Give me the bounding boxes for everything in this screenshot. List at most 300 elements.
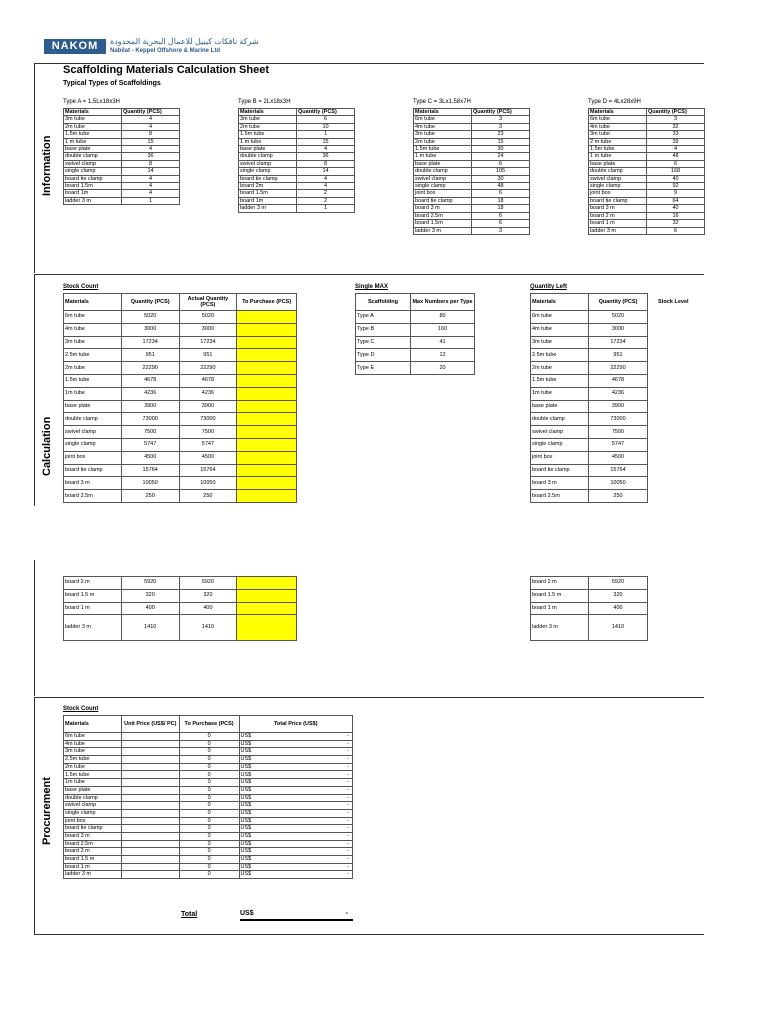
table-row xyxy=(531,336,648,349)
actual-quantity-cell: 5020 xyxy=(179,311,237,324)
table-row xyxy=(589,168,705,175)
material-cell: swivel clamp xyxy=(414,175,472,182)
to-purchase-input[interactable] xyxy=(237,336,297,349)
max-number-cell: 80 xyxy=(411,311,475,324)
material-cell: board 1.5 m xyxy=(64,589,122,602)
quantity-cell: 6 xyxy=(647,160,705,167)
scaffold-type-cell: Type A xyxy=(356,311,411,324)
table-row xyxy=(64,794,353,802)
total-price-cell xyxy=(239,733,353,741)
material-cell: board 1.5m xyxy=(239,190,297,197)
quantity-cell: 30 xyxy=(472,146,530,153)
quantity-cell: 22290 xyxy=(589,362,648,375)
currency-label: US$ xyxy=(240,833,252,840)
quantity-cell: 3 xyxy=(472,123,530,130)
table-row xyxy=(239,138,355,145)
table-row xyxy=(64,825,353,833)
table-row xyxy=(64,856,353,864)
type-title: Type A = 1.5Lx18x3H xyxy=(63,99,120,105)
table-row xyxy=(64,190,180,197)
header-scaffolding: Scaffolding xyxy=(356,294,411,311)
quantity-cell: 6 xyxy=(647,227,705,234)
material-cell: ladder 3 m xyxy=(64,197,122,204)
table-row xyxy=(239,183,355,190)
total-price-cell xyxy=(239,856,353,864)
table-row xyxy=(64,809,353,817)
material-cell: board tie clamp xyxy=(414,197,472,204)
total-currency: US$ xyxy=(240,910,254,917)
material-cell: joint box xyxy=(589,190,647,197)
procurement-table xyxy=(63,715,353,879)
quantity-cell: 4678 xyxy=(121,374,179,387)
material-cell: 3m tube xyxy=(239,116,297,123)
table-row xyxy=(414,175,530,182)
logo-mark: NAKOM xyxy=(44,39,106,54)
to-purchase-input[interactable] xyxy=(237,490,297,503)
table-row xyxy=(64,160,180,167)
to-purchase-input[interactable] xyxy=(237,602,297,615)
table-row xyxy=(64,756,353,764)
to-purchase-cell: 0 xyxy=(179,863,239,871)
table-row xyxy=(531,464,648,477)
table-row xyxy=(589,205,705,212)
table-row xyxy=(414,160,530,167)
quantity-left-table-continued xyxy=(530,576,648,641)
table-row xyxy=(414,220,530,227)
procurement-header-cell: Unit Price (US$/ PC) xyxy=(121,716,179,733)
quantity-cell: 320 xyxy=(589,589,648,602)
header-materials: Materials xyxy=(64,109,122,116)
material-cell: board 1 m xyxy=(64,863,122,871)
currency-label: US$ xyxy=(240,779,252,786)
unit-price-input[interactable] xyxy=(121,817,179,825)
actual-quantity-cell: 4500 xyxy=(179,451,237,464)
material-cell: 3m tube xyxy=(414,131,472,138)
stock-level-header: Stock Level xyxy=(658,299,689,305)
to-purchase-input[interactable] xyxy=(237,323,297,336)
material-cell: base plate xyxy=(64,400,122,413)
currency-label: US$ xyxy=(240,763,252,770)
quantity-cell: 4 xyxy=(122,116,180,123)
stock-count-table xyxy=(63,293,297,503)
to-purchase-input[interactable] xyxy=(237,374,297,387)
material-cell: board 1m xyxy=(239,197,297,204)
material-cell: ladder 3 m xyxy=(239,205,297,212)
table-row xyxy=(64,438,297,451)
material-cell: 1.5m tube xyxy=(414,146,472,153)
section-label-calculation: Calculation xyxy=(41,416,53,476)
material-cell: 1m tube xyxy=(64,779,122,787)
table-row xyxy=(64,413,297,426)
table-row xyxy=(64,138,180,145)
table-row xyxy=(64,123,180,130)
quantity-cell: 23 xyxy=(472,131,530,138)
quantity-cell: 400 xyxy=(121,602,179,615)
table-row xyxy=(414,116,530,123)
to-purchase-input[interactable] xyxy=(237,387,297,400)
quantity-cell: 3000 xyxy=(589,323,648,336)
total-price-value: - xyxy=(347,763,349,770)
unit-price-input[interactable] xyxy=(121,802,179,810)
quantity-cell: 40 xyxy=(647,205,705,212)
quantity-cell: 36 xyxy=(122,153,180,160)
quantity-cell: 2 xyxy=(297,190,355,197)
material-cell: 2m tube xyxy=(239,123,297,130)
procurement-stock-count-title: Stock Count xyxy=(63,706,99,712)
quantity-cell: 73000 xyxy=(121,413,179,426)
quantity-cell: 4236 xyxy=(121,387,179,400)
quantity-cell: 9 xyxy=(647,190,705,197)
unit-price-input[interactable] xyxy=(121,748,179,756)
table-row xyxy=(414,227,530,234)
quantity-cell: 951 xyxy=(589,349,648,362)
table-row xyxy=(64,771,353,779)
material-cell: 4m tube xyxy=(589,123,647,130)
total-price-value: - xyxy=(347,748,349,755)
unit-price-input[interactable] xyxy=(121,771,179,779)
table-row xyxy=(64,426,297,439)
to-purchase-cell: 0 xyxy=(179,794,239,802)
material-cell: double clamp xyxy=(64,153,122,160)
table-row xyxy=(531,490,648,503)
quantity-cell: 1 xyxy=(297,131,355,138)
quantity-cell: 39 xyxy=(647,138,705,145)
material-cell: double clamp xyxy=(531,413,589,426)
material-cell: board 1.5m xyxy=(64,183,122,190)
to-purchase-cell: 0 xyxy=(179,825,239,833)
to-purchase-input[interactable] xyxy=(237,464,297,477)
header-max-numbers: Max Numbers per Type xyxy=(411,294,475,311)
material-cell: joint box xyxy=(414,190,472,197)
unit-price-input[interactable] xyxy=(121,740,179,748)
unit-price-input[interactable] xyxy=(121,848,179,856)
material-cell: swivel clamp xyxy=(589,175,647,182)
unit-price-input[interactable] xyxy=(121,809,179,817)
material-cell: board 1.5 m xyxy=(531,589,589,602)
sheet-title: Scaffolding Materials Calculation Sheet xyxy=(63,64,269,76)
company-name-arabic: شركة نافكات كيبيل للاعمال البحرية المحدودة xyxy=(110,37,259,46)
table-row xyxy=(414,197,530,204)
table-row xyxy=(414,131,530,138)
quantity-cell: 6 xyxy=(472,212,530,219)
currency-label: US$ xyxy=(240,817,252,824)
total-price-cell xyxy=(239,748,353,756)
quantity-cell: 18 xyxy=(472,205,530,212)
actual-quantity-cell: 951 xyxy=(179,349,237,362)
table-row xyxy=(531,311,648,324)
header-materials: Materials xyxy=(531,294,589,311)
calc-left-border xyxy=(34,274,35,506)
header-quantity: Quantity (PCS) xyxy=(122,109,180,116)
total-price-value: - xyxy=(347,833,349,840)
max-number-cell: 41 xyxy=(411,336,475,349)
total-price-cell xyxy=(239,832,353,840)
to-purchase-input[interactable] xyxy=(237,589,297,602)
to-purchase-input[interactable] xyxy=(237,400,297,413)
material-cell: 1.5m tube xyxy=(64,374,122,387)
material-cell: 4m tube xyxy=(414,123,472,130)
material-cell: board 3 m xyxy=(589,205,647,212)
unit-price-input[interactable] xyxy=(121,863,179,871)
table-row xyxy=(531,615,648,641)
material-cell: board tie clamp xyxy=(64,464,122,477)
quantity-cell: 3900 xyxy=(121,400,179,413)
to-purchase-input[interactable] xyxy=(237,477,297,490)
total-price-value: - xyxy=(347,856,349,863)
material-cell: base plate xyxy=(239,146,297,153)
calc2-left-border xyxy=(34,560,35,696)
to-purchase-input[interactable] xyxy=(237,349,297,362)
unit-price-input[interactable] xyxy=(121,786,179,794)
max-number-cell: 12 xyxy=(411,349,475,362)
type-table xyxy=(588,108,705,235)
to-purchase-cell: 0 xyxy=(179,817,239,825)
material-cell: 3m tube xyxy=(64,116,122,123)
table-row xyxy=(531,426,648,439)
procurement-header-cell: To Purchase (PCS) xyxy=(179,716,239,733)
quantity-cell: 7500 xyxy=(121,426,179,439)
qty-left-header-row xyxy=(531,294,648,311)
quantity-cell: 15 xyxy=(472,138,530,145)
unit-price-input[interactable] xyxy=(121,733,179,741)
table-row xyxy=(414,153,530,160)
to-purchase-cell: 0 xyxy=(179,802,239,810)
material-cell: board tie clamp xyxy=(64,175,122,182)
table-row xyxy=(64,863,353,871)
to-purchase-input[interactable] xyxy=(237,426,297,439)
material-cell: 2.5m tube xyxy=(64,349,122,362)
unit-price-input[interactable] xyxy=(121,779,179,787)
material-cell: board 2 m xyxy=(589,212,647,219)
quantity-cell: 1 xyxy=(297,205,355,212)
material-cell: board 1 m xyxy=(64,602,122,615)
quantity-cell: 16 xyxy=(647,212,705,219)
to-purchase-cell: 0 xyxy=(179,840,239,848)
type-table xyxy=(63,108,180,205)
header-materials: Materials xyxy=(589,109,647,116)
material-cell: single clamp xyxy=(64,438,122,451)
quantity-cell: 4236 xyxy=(589,387,648,400)
quantity-cell: 8 xyxy=(297,160,355,167)
procurement-header-row xyxy=(64,716,353,733)
type-title: Type D = 4Lx28x9H xyxy=(588,99,641,105)
to-purchase-input[interactable] xyxy=(237,438,297,451)
unit-price-input[interactable] xyxy=(121,825,179,833)
total-price-value: - xyxy=(347,733,349,740)
material-cell: base plate xyxy=(414,160,472,167)
table-row xyxy=(356,323,475,336)
material-cell: 4m tube xyxy=(64,323,122,336)
table-row xyxy=(64,779,353,787)
actual-quantity-cell: 15764 xyxy=(179,464,237,477)
unit-price-input[interactable] xyxy=(121,756,179,764)
quantity-cell: 15764 xyxy=(589,464,648,477)
currency-label: US$ xyxy=(240,848,252,855)
to-purchase-cell: 0 xyxy=(179,871,239,879)
total-price-cell xyxy=(239,740,353,748)
quantity-cell: 3900 xyxy=(589,400,648,413)
quantity-cell: 15 xyxy=(122,138,180,145)
material-cell: single clamp xyxy=(64,168,122,175)
material-cell: board 2 m xyxy=(64,577,122,590)
table-row xyxy=(589,190,705,197)
quantity-cell: 5020 xyxy=(589,311,648,324)
currency-label: US$ xyxy=(240,871,252,878)
actual-quantity-cell: 320 xyxy=(179,589,237,602)
quantity-cell: 4500 xyxy=(589,451,648,464)
total-price-cell xyxy=(239,794,353,802)
to-purchase-cell: 0 xyxy=(179,756,239,764)
table-row xyxy=(64,733,353,741)
material-cell: 3m tube xyxy=(64,748,122,756)
material-cell: 1.5m tube xyxy=(64,771,122,779)
total-price-value: - xyxy=(347,848,349,855)
material-cell: ladder 3 m xyxy=(531,615,589,641)
to-purchase-cell: 0 xyxy=(179,733,239,741)
table-row xyxy=(356,362,475,375)
material-cell: board 1.5 m xyxy=(64,856,122,864)
material-cell: base plate xyxy=(64,146,122,153)
unit-price-input[interactable] xyxy=(121,763,179,771)
material-cell: 3m tube xyxy=(531,336,589,349)
material-cell: 2 m tube xyxy=(589,138,647,145)
info-divider xyxy=(34,274,704,275)
material-cell: 3m tube xyxy=(64,336,122,349)
material-cell: board 3 m xyxy=(64,832,122,840)
currency-label: US$ xyxy=(240,809,252,816)
material-cell: 1 m tube xyxy=(239,138,297,145)
header-quantity: Quantity (PCS) xyxy=(472,109,530,116)
total-row xyxy=(240,910,353,921)
unit-price-input[interactable] xyxy=(121,856,179,864)
to-purchase-input[interactable] xyxy=(237,451,297,464)
to-purchase-input[interactable] xyxy=(237,362,297,375)
quantity-cell: 30 xyxy=(472,175,530,182)
quantity-cell: 4 xyxy=(297,146,355,153)
quantity-cell: 8 xyxy=(122,131,180,138)
material-cell: 1m tube xyxy=(531,387,589,400)
material-cell: board 2 m xyxy=(531,577,589,590)
material-cell: 2m tube xyxy=(64,123,122,130)
total-price-cell xyxy=(239,825,353,833)
unit-price-input[interactable] xyxy=(121,794,179,802)
quantity-cell: 4678 xyxy=(589,374,648,387)
total-value: - xyxy=(345,910,348,917)
table-row xyxy=(589,123,705,130)
total-price-cell xyxy=(239,840,353,848)
actual-quantity-cell: 22290 xyxy=(179,362,237,375)
material-cell: double clamp xyxy=(589,168,647,175)
currency-label: US$ xyxy=(240,756,252,763)
material-cell: board tie clamp xyxy=(239,175,297,182)
table-row xyxy=(239,131,355,138)
material-cell: single clamp xyxy=(239,168,297,175)
to-purchase-input[interactable] xyxy=(237,577,297,590)
quantity-cell: 48 xyxy=(472,183,530,190)
table-row xyxy=(589,227,705,234)
quantity-cell: 32 xyxy=(647,123,705,130)
table-row xyxy=(531,387,648,400)
bottom-divider xyxy=(34,934,704,935)
material-cell: swivel clamp xyxy=(64,802,122,810)
quantity-cell: 6 xyxy=(472,160,530,167)
quantity-cell: 15 xyxy=(297,138,355,145)
table-row xyxy=(64,817,353,825)
material-cell: 4m tube xyxy=(64,740,122,748)
table-row xyxy=(64,602,297,615)
table-row xyxy=(589,160,705,167)
info-left-border xyxy=(34,63,35,273)
material-cell: ladder 3 m xyxy=(64,615,122,641)
material-cell: 6m tube xyxy=(414,116,472,123)
table-row xyxy=(531,477,648,490)
table-row xyxy=(414,146,530,153)
quantity-cell: 4500 xyxy=(121,451,179,464)
actual-quantity-cell: 3000 xyxy=(179,323,237,336)
total-price-cell xyxy=(239,863,353,871)
quantity-cell: 951 xyxy=(121,349,179,362)
material-cell: board 3 m xyxy=(531,477,589,490)
procurement-header-cell: Materials xyxy=(64,716,122,733)
currency-label: US$ xyxy=(240,863,252,870)
material-cell: single clamp xyxy=(414,183,472,190)
total-price-cell xyxy=(239,763,353,771)
table-row xyxy=(64,131,180,138)
actual-quantity-cell: 17234 xyxy=(179,336,237,349)
unit-price-input[interactable] xyxy=(121,832,179,840)
material-cell: board 3 m xyxy=(414,205,472,212)
table-row xyxy=(531,589,648,602)
table-row xyxy=(531,451,648,464)
unit-price-input[interactable] xyxy=(121,871,179,879)
quantity-cell: 5020 xyxy=(121,311,179,324)
table-row xyxy=(64,153,180,160)
table-row xyxy=(531,413,648,426)
table-row xyxy=(64,589,297,602)
table-row xyxy=(414,123,530,130)
table-row xyxy=(531,374,648,387)
currency-label: US$ xyxy=(240,740,252,747)
currency-label: US$ xyxy=(240,786,252,793)
header-materials: Materials xyxy=(239,109,297,116)
quantity-cell: 3 xyxy=(647,116,705,123)
material-cell: ladder 3 m xyxy=(589,227,647,234)
quantity-cell: 1 xyxy=(122,197,180,204)
material-cell: 1 m tube xyxy=(414,153,472,160)
scaffold-type-cell: Type B xyxy=(356,323,411,336)
quantity-left-title: Quantity Left xyxy=(530,284,567,290)
to-purchase-input[interactable] xyxy=(237,615,297,641)
quantity-cell: 5920 xyxy=(589,577,648,590)
material-cell: board 1.5m xyxy=(414,220,472,227)
currency-label: US$ xyxy=(240,825,252,832)
table-row xyxy=(64,168,180,175)
material-cell: swivel clamp xyxy=(64,160,122,167)
actual-quantity-cell: 73000 xyxy=(179,413,237,426)
unit-price-input[interactable] xyxy=(121,840,179,848)
calc-divider xyxy=(34,697,704,698)
table-row xyxy=(64,740,353,748)
quantity-cell: 1410 xyxy=(121,615,179,641)
quantity-cell: 33 xyxy=(647,131,705,138)
to-purchase-input[interactable] xyxy=(237,311,297,324)
total-price-value: - xyxy=(347,817,349,824)
table-row xyxy=(64,374,297,387)
total-price-cell xyxy=(239,756,353,764)
table-row xyxy=(589,116,705,123)
quantity-cell: 36 xyxy=(297,153,355,160)
to-purchase-input[interactable] xyxy=(237,413,297,426)
